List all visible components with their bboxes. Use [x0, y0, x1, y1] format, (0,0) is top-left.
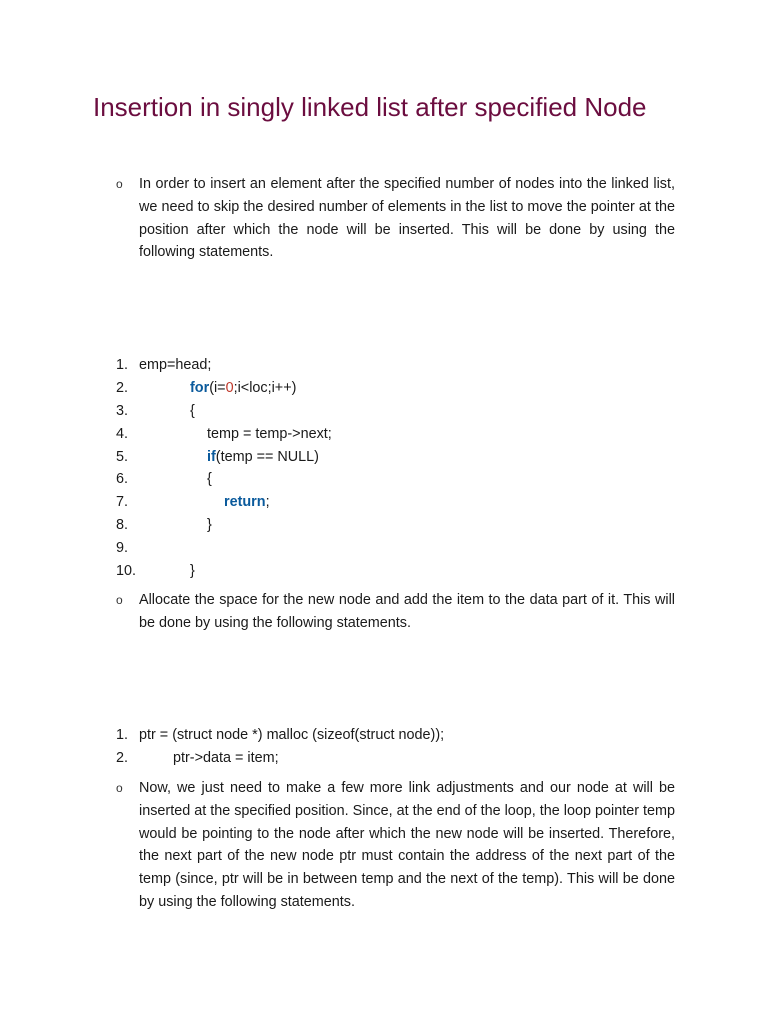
code-line [116, 446, 676, 469]
code-line [116, 377, 676, 400]
code-text [173, 747, 279, 770]
code-segment: } [207, 517, 212, 534]
line-number: 3. [116, 402, 129, 419]
paragraph-text: Allocate the space for the new node and add the item to the data part of it. This will be done by using the following statements. [139, 592, 675, 631]
line-number: 5. [116, 448, 129, 465]
code-text [207, 423, 332, 446]
code-segment: (i= [209, 379, 226, 396]
code-segment: { [207, 471, 212, 488]
code-text [207, 468, 212, 491]
bullet-paragraph-1 [116, 173, 676, 265]
bullet-marker: o [116, 177, 123, 191]
code-segment: ; [265, 494, 270, 511]
code-number: 0 [225, 379, 234, 396]
code-text [139, 724, 444, 747]
bullet-marker: o [116, 593, 123, 607]
code-text [207, 514, 212, 537]
code-keyword: for [190, 379, 210, 396]
code-keyword: if [207, 448, 216, 465]
code-line [116, 400, 676, 423]
line-number: 6. [116, 471, 129, 488]
code-block-1 [116, 354, 676, 583]
line-number: 8. [116, 517, 129, 534]
bullet-marker: o [116, 781, 123, 795]
code-text [190, 377, 296, 400]
code-line [116, 514, 676, 537]
code-segment: temp = temp->next; [207, 425, 332, 442]
code-line [116, 747, 676, 770]
code-text [139, 354, 211, 377]
code-block-2 [116, 724, 676, 770]
bullet-paragraph-3 [116, 777, 676, 917]
code-text [190, 560, 195, 583]
code-keyword: return [224, 494, 266, 511]
code-line [116, 537, 676, 560]
paragraph-text: In order to insert an element after the specified number of nodes into the linked list, we need to skip the desired number of elements in the list to move the pointer at the position after which the node will be inserted. This will be done by using the following statements. [139, 176, 675, 261]
line-number: 9. [116, 540, 129, 557]
code-segment: ptr = (struct node *) malloc (sizeof(struct node)); [139, 727, 445, 743]
line-number: 2. [116, 379, 129, 396]
code-segment: ptr->data = item; [173, 749, 279, 766]
code-segment: { [190, 402, 195, 419]
code-text [207, 446, 319, 469]
code-text [224, 491, 270, 514]
code-line [116, 468, 676, 491]
bullet-paragraph-2 [116, 589, 676, 635]
line-number: 10. [116, 563, 137, 580]
line-number: 4. [116, 425, 129, 442]
line-number: 1. [116, 357, 129, 373]
code-line [116, 491, 676, 514]
code-segment: emp=head; [139, 357, 212, 373]
code-segment: (temp == NULL) [215, 448, 319, 465]
code-line [116, 560, 676, 583]
code-line [116, 354, 676, 377]
page-title: Insertion in singly linked list after specified Node [93, 92, 647, 122]
code-segment: ;i<loc;i++) [233, 379, 297, 396]
code-line [116, 423, 676, 446]
line-number: 1. [116, 727, 129, 743]
code-text [190, 400, 195, 423]
line-number: 7. [116, 494, 129, 511]
paragraph-text: Now, we just need to make a few more link adjustments and our node at will be inserted at the specified position. Since, at the end of the loop, the loop pointer temp would be pointing to the node after which the new node will be inserted. Therefore, the next part of the new node ptr must contain the address of the next part of the temp (since, ptr will be in between temp and the next of the temp). This will be done by using the following statements. [139, 780, 676, 910]
code-line [116, 724, 676, 747]
code-segment: } [190, 563, 195, 580]
line-number: 2. [116, 749, 129, 766]
